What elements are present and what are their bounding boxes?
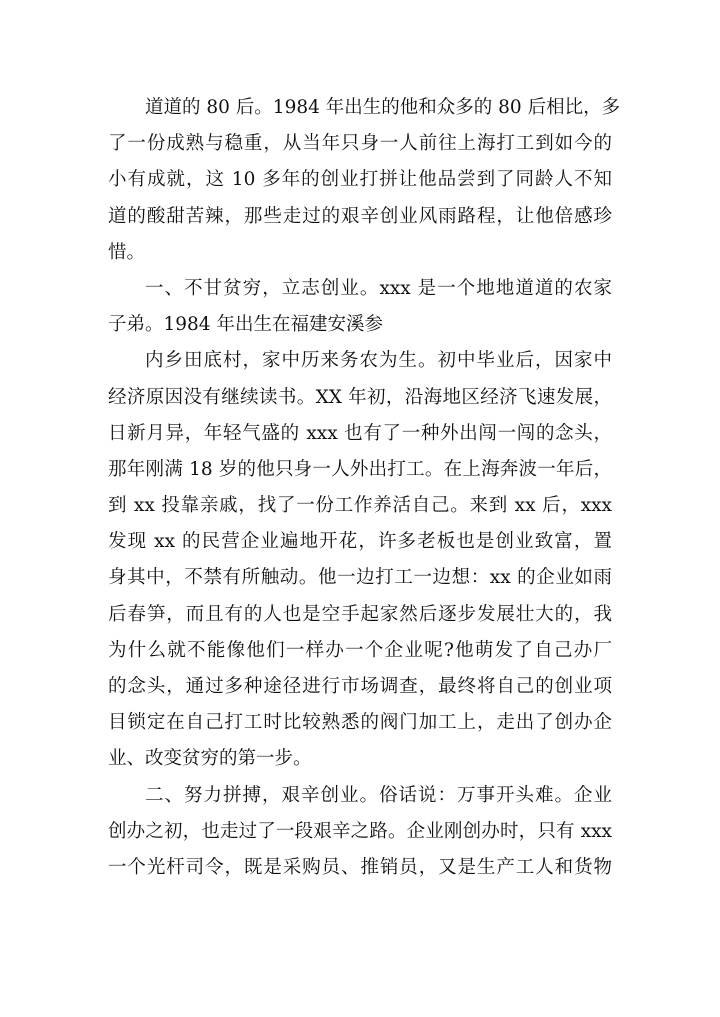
text-line: 创办之初，也走过了一段艰辛之路。企业刚创办时，只有 xxx [108, 820, 612, 842]
text-line: 内乡田底村，家中历来务农为生。初中毕业后，因家中 [145, 350, 612, 372]
text-line: 二、努力拼搏，艰辛创业。俗话说：万事开头难。企业 [145, 784, 612, 806]
document-body [108, 90, 621, 886]
paragraph [108, 271, 612, 343]
text-line: 一个光杆司令，既是采购员、推销员，又是生产工人和货物 [108, 856, 612, 878]
text-line: 目锁定在自己打工时比较熟悉的阀门加工上，走出了创办企 [108, 712, 612, 734]
text-line: 身其中，不禁有所触动。他一边打工一边想：xx 的企业如雨 [108, 567, 612, 589]
paragraph [108, 778, 612, 887]
text-line: 子弟。1984 年出生在福建安溪参 [108, 314, 383, 336]
text-line: 了一份成熟与稳重，从当年只身一人前往上海打工到如今的 [108, 133, 612, 155]
text-line: 经济原因没有继续读书。XX 年初，沿海地区经济飞速发展， [108, 386, 612, 408]
text-line: 到 xx 投靠亲戚，找了一份工作养活自己。来到 xx 后，xxx [108, 495, 612, 517]
text-line: 道的酸甜苦辣，那些走过的艰辛创业风雨路程，让他倍感珍 [108, 205, 612, 227]
text-line: 为什么就不能像他们一样办一个企业呢?他萌发了自己办厂 [108, 639, 612, 661]
text-line: 小有成就，这 10 多年的创业打拼让他品尝到了同龄人不知 [108, 169, 612, 191]
text-line: 业、改变贫穷的第一步。 [108, 748, 312, 770]
paragraph [108, 343, 612, 777]
text-line: 那年刚满 18 岁的他只身一人外出打工。在上海奔波一年后， [108, 458, 612, 480]
paragraph [108, 90, 621, 271]
text-line: 一、不甘贫穷，立志创业。xxx 是一个地地道道的农家 [145, 277, 612, 299]
text-line: 后春笋，而且有的人也是空手起家然后逐步发展壮大的，我 [108, 603, 612, 625]
text-line: 道道的 80 后。1984 年出生的他和众多的 80 后相比，多 [145, 97, 621, 118]
text-line: 日新月异，年轻气盛的 xxx 也有了一种外出闯一闯的念头， [108, 422, 612, 444]
text-line: 惜。 [108, 241, 146, 263]
text-line: 发现 xx 的民营企业遍地开花，许多老板也是创业致富，置 [108, 531, 612, 553]
text-line: 的念头，通过多种途径进行市场调查，最终将自己的创业项 [108, 676, 612, 697]
